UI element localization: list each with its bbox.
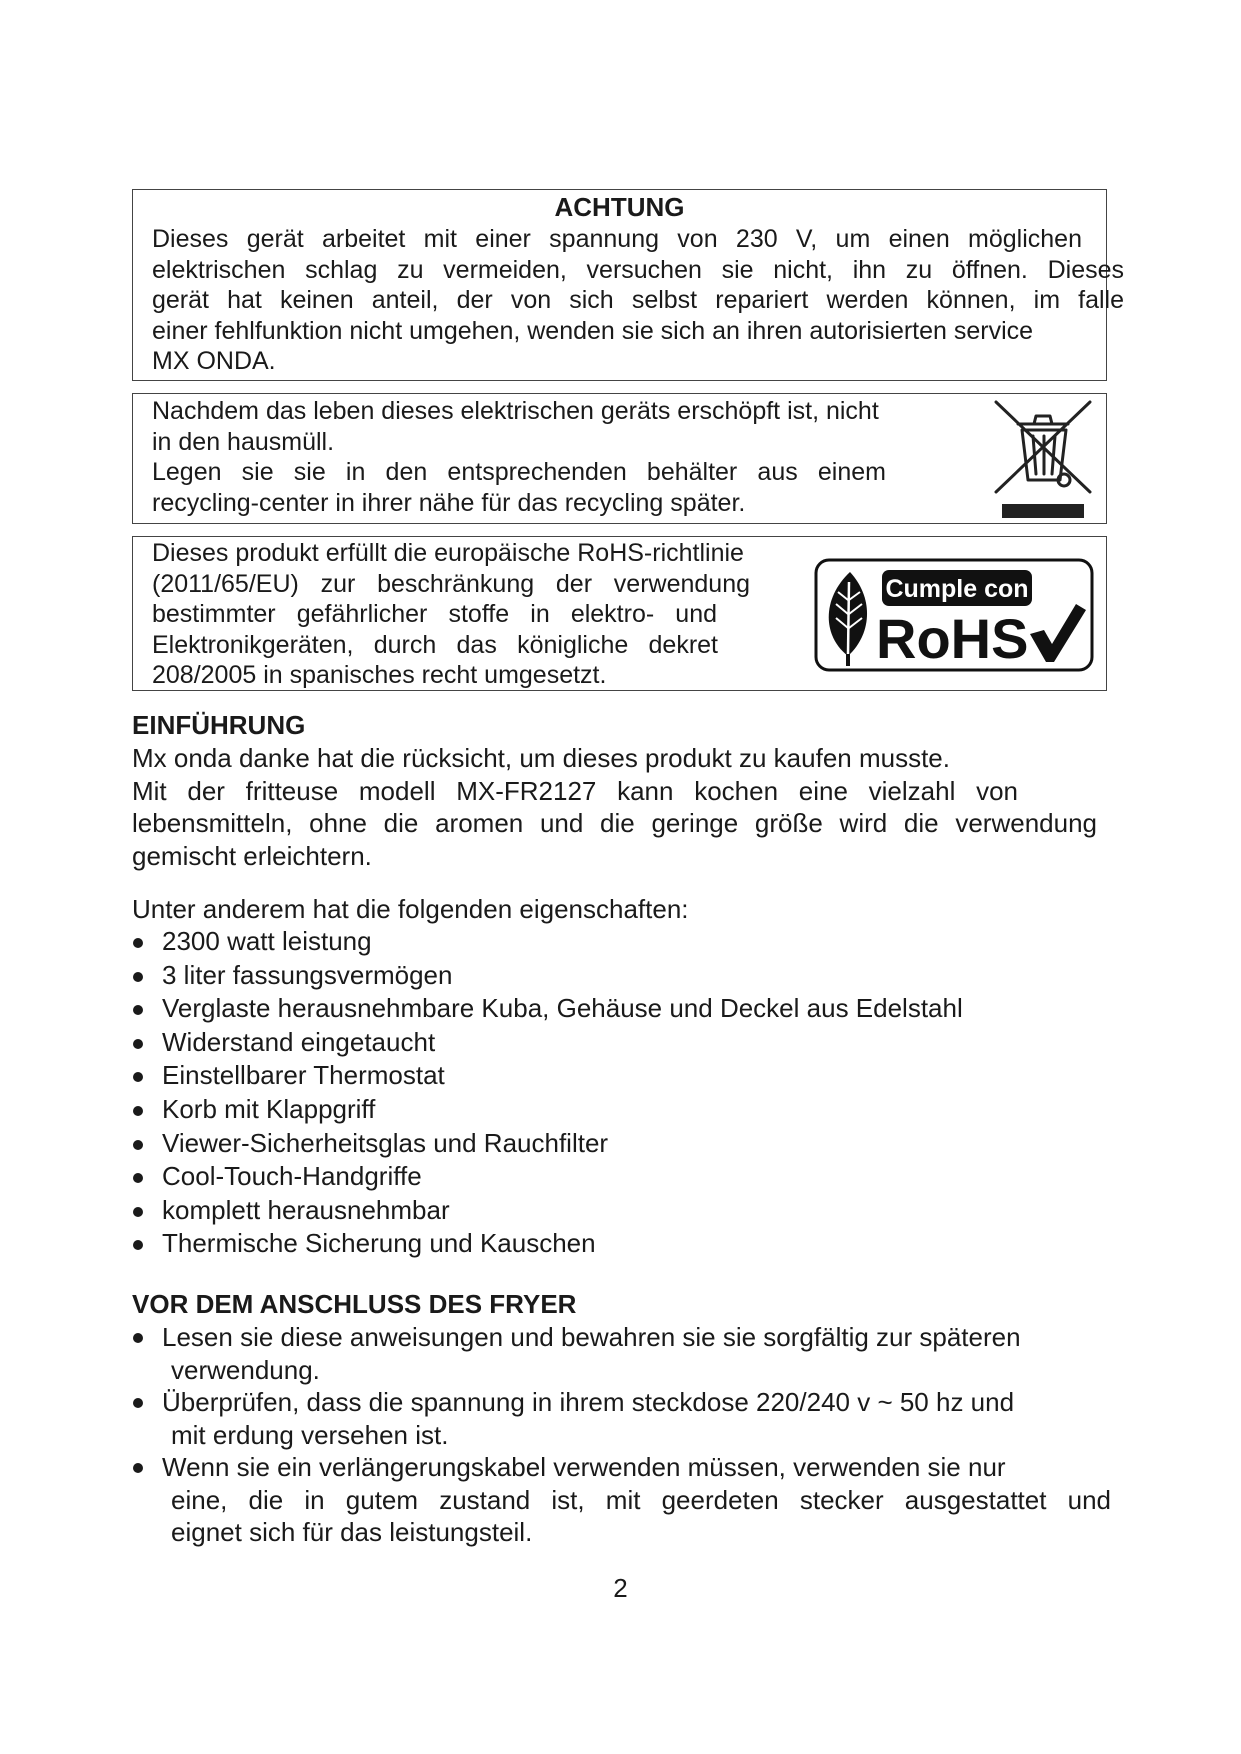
list-item: Einstellbarer Thermostat <box>132 1059 963 1093</box>
recycling-line: Legen sie sie in den entsprechenden behälter aus einem <box>152 458 886 486</box>
features-intro: Unter anderem hat die folgenden eigenschaften: <box>132 894 689 924</box>
warning-line: gerät hat keinen anteil, der von sich selbst repariert werden können, im falle <box>152 286 1124 314</box>
recycling-line: in den hausmüll. <box>152 427 335 456</box>
warning-line: elektrischen schlag zu vermeiden, versuchen sie nicht, ihn zu öffnen. Dieses <box>152 255 1124 284</box>
list-item: Cool-Touch-Handgriffe <box>132 1160 963 1194</box>
list-item: 2300 watt leistung <box>132 925 963 959</box>
rohs-line: bestimmter gefährlicher stoffe in elektro- und <box>152 600 717 628</box>
recycling-box <box>132 393 1107 524</box>
recycling-line: recycling-center in ihrer nähe für das recycling später. <box>152 488 746 517</box>
rohs-badge-text: Cumple con <box>885 575 1029 603</box>
before-connecting-heading: VOR DEM ANSCHLUSS DES FRYER <box>132 1289 577 1319</box>
intro-line: gemischt erleichtern. <box>132 840 372 871</box>
recycling-line: Nachdem das leben dieses elektrischen geräts erschöpft ist, nicht <box>152 397 879 425</box>
list-item <box>132 1321 1112 1386</box>
list-item: Widerstand eingetaucht <box>132 1026 963 1060</box>
crossed-out-wheelie-bin-icon <box>988 396 1098 518</box>
warning-title: ACHTUNG <box>554 192 685 222</box>
intro-line: Mit der fritteuse modell MX-FR2127 kann kochen eine vielzahl von <box>132 775 1018 806</box>
before-connecting-list <box>132 1321 1112 1549</box>
rohs-logo <box>814 558 1094 672</box>
intro-paragraph <box>132 742 1097 872</box>
list-item: Korb mit Klappgriff <box>132 1093 963 1127</box>
list-item-continuation: eignet sich für das leistungsteil. <box>171 1517 533 1547</box>
rohs-line: Elektronikgeräten, durch das königliche dekret <box>152 630 718 659</box>
recycling-text <box>152 396 917 518</box>
warning-text <box>152 224 1124 377</box>
list-item-continuation: eine, die in gutem zustand ist, mit geerdeten stecker ausgestattet und <box>171 1484 1111 1515</box>
list-item: Thermische Sicherung und Kauschen <box>132 1227 963 1261</box>
list-item-text: Überprüfen, dass die spannung in ihrem steckdose 220/240 v ~ 50 hz und <box>162 1387 1015 1417</box>
list-item-text: Wenn sie ein verlängerungskabel verwenden müssen, verwenden sie nur <box>162 1452 1006 1482</box>
rohs-line: 208/2005 in spanisches recht umgesetzt. <box>152 661 607 689</box>
warning-line: einer fehlfunktion nicht umgehen, wenden sie sich an ihren autorisierten service <box>152 316 1034 345</box>
warning-line: Dieses gerät arbeitet mit einer spannung von 230 V, um einen möglichen <box>152 225 1082 253</box>
rohs-text <box>152 538 775 691</box>
warning-line: MX ONDA. <box>152 347 276 375</box>
warning-box <box>132 189 1124 381</box>
features-list <box>132 925 963 1261</box>
list-item: Verglaste herausnehmbare Kuba, Gehäuse und Deckel aus Edelstahl <box>132 992 963 1026</box>
list-item-continuation: mit erdung versehen ist. <box>171 1419 449 1450</box>
list-item: komplett herausnehmbar <box>132 1194 963 1228</box>
list-item <box>132 1451 1112 1549</box>
intro-line: Mx onda danke hat die rücksicht, um dieses produkt zu kaufen musste. <box>132 743 950 773</box>
list-item: Viewer-Sicherheitsglas und Rauchfilter <box>132 1127 963 1161</box>
rohs-box <box>132 536 1107 691</box>
rohs-mark-text: RoHS <box>876 607 1029 670</box>
intro-heading: EINFÜHRUNG <box>132 710 306 740</box>
list-item-text: Lesen sie diese anweisungen und bewahren sie sie sorgfältig zur späteren <box>162 1322 1021 1352</box>
rohs-line: (2011/65/EU) zur beschränkung der verwendung <box>152 569 750 598</box>
list-item-continuation: verwendung. <box>171 1354 320 1385</box>
page-number: 2 <box>613 1573 628 1603</box>
rohs-line: Dieses produkt erfüllt die europäische RoHS-richtlinie <box>152 539 744 567</box>
list-item <box>132 1386 1112 1451</box>
list-item: 3 liter fassungsvermögen <box>132 959 963 993</box>
intro-line: lebensmitteln, ohne die aromen und die geringe größe wird die verwendung <box>132 808 1097 838</box>
